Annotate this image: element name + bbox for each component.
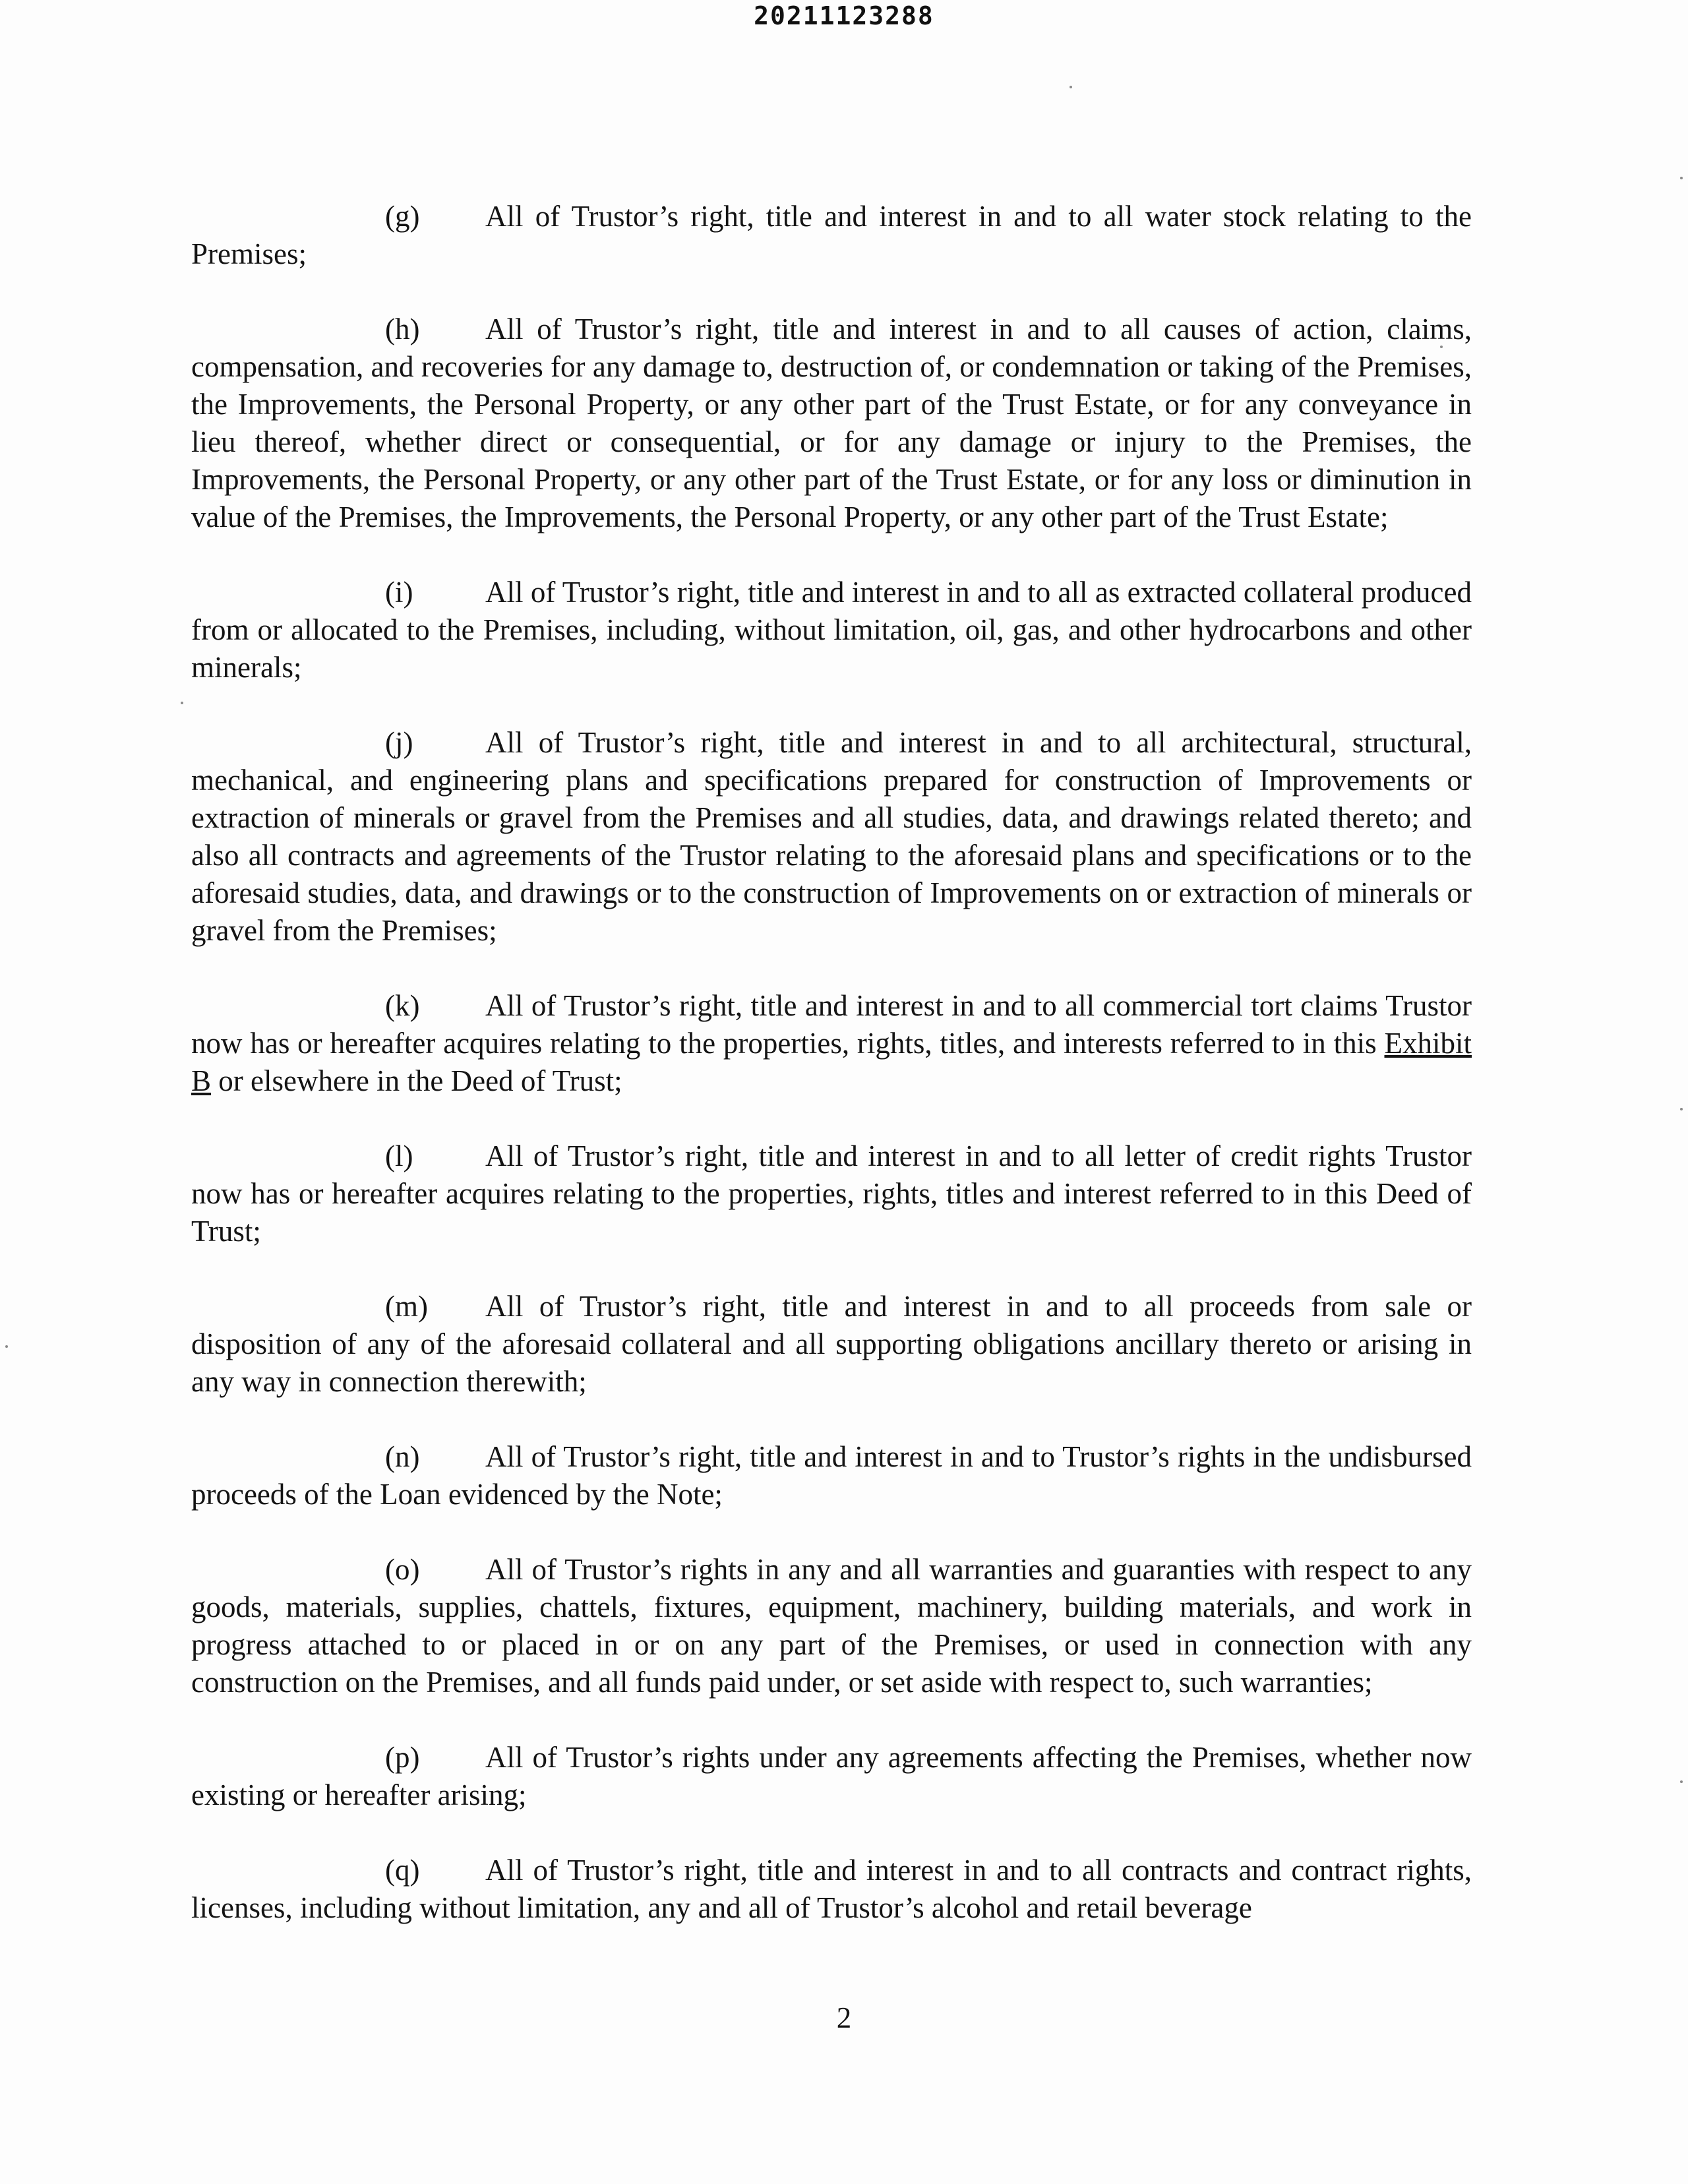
clause-text: All of Trustor’s rights under any agreements affecting the Premises, whether now existing or hereafter arising; (191, 1741, 1472, 1811)
clause-m (191, 1288, 1472, 1401)
clause-label: (j) (385, 726, 413, 759)
exhibit-reference: Exhibit B (191, 1027, 1472, 1097)
clause-text: All of Trustor’s rights in any and all warranties and guaranties with respect to any goods, materials, supplies, chattels, fixtures, equipment, machinery, building materials, and work in progress attached to or placed in or on any part of the Premises, or used in connection with any construction on the Premises, and all funds paid under, or set aside with respect to, such warranties; (191, 1553, 1472, 1699)
clause-label: (k) (385, 989, 420, 1022)
clause-h (191, 311, 1472, 536)
scan-speck (1680, 1780, 1683, 1783)
scan-speck (1680, 177, 1683, 179)
clause-text: All of Trustor’s right, title and interest in and to all causes of action, claims, compensation, and recoveries for any damage to, destruction of, or condemnation or taking of the Premises, the Improvements, the Personal Property, or any other part of the Trust Estate, or for any conveyance in lieu thereof, whether direct or consequential, or for any damage or injury to the Premises, the Improvements, the Personal Property, or any other part of the Trust Estate, or for any loss or diminution in value of the Premises, the Improvements, the Personal Property, or any other part of the Trust Estate; (191, 313, 1472, 533)
document-body (191, 198, 1472, 1927)
scan-speck (1070, 86, 1072, 88)
clause-label: (m) (385, 1290, 428, 1323)
clause-label: (g) (385, 200, 420, 233)
recording-number: 20211123288 (754, 1, 934, 30)
clause-text: All of Trustor’s right, title and interest in and to all commercial tort claims Trustor now has or hereafter acquires relating to the properties, rights, titles, and interests referred to in this (191, 989, 1472, 1060)
scan-speck (5, 1345, 8, 1348)
clause-o (191, 1551, 1472, 1701)
clause-p (191, 1739, 1472, 1814)
clause-label: (n) (385, 1440, 420, 1473)
clause-k (191, 987, 1472, 1100)
clause-q (191, 1852, 1472, 1927)
clause-text: All of Trustor’s right, title and interest in and to all letter of credit rights Trustor now has or hereafter acquires relating to the properties, rights, titles and interest referred to in this Deed of Trust; (191, 1139, 1472, 1248)
scan-speck (1680, 1108, 1683, 1110)
clause-text: All of Trustor’s right, title and interest in and to all water stock relating to the Premises; (191, 200, 1472, 270)
clause-text: All of Trustor’s right, title and interest in and to all contracts and contract rights, licenses, including without limitation, any and all of Trustor’s alcohol and retail beverage (191, 1854, 1472, 1924)
clause-text: or elsewhere in the Deed of Trust; (218, 1064, 622, 1097)
page-number: 2 (836, 2001, 852, 2034)
clause-label: (o) (385, 1553, 420, 1586)
scan-speck (1440, 346, 1443, 348)
scan-speck (181, 702, 183, 704)
clause-g (191, 198, 1472, 273)
clause-label: (h) (385, 313, 420, 346)
clause-label: (i) (385, 576, 413, 609)
clause-label: (q) (385, 1854, 420, 1887)
clause-text: All of Trustor’s right, title and interest in and to all architectural, structural, mechanical, and engineering plans and specifications prepared for construction of Improvements or extraction of minerals or gravel from the Premises and all studies, data, and drawings related thereto; and also all contracts and agreements of the Trustor relating to the aforesaid plans and specifications or to the aforesaid studies, data, and drawings or to the construction of Improvements on or extraction of minerals or gravel from the Premises; (191, 726, 1472, 947)
clause-label: (l) (385, 1139, 413, 1172)
clause-text: All of Trustor’s right, title and interest in and to all proceeds from sale or disposition of any of the aforesaid collateral and all supporting obligations ancillary thereto or arising in any way in connection therewith; (191, 1290, 1472, 1398)
clause-text: All of Trustor’s right, title and interest in and to all as extracted collateral produced from or allocated to the Premises, including, without limitation, oil, gas, and other hydrocarbons and other minerals; (191, 576, 1472, 684)
clause-l (191, 1138, 1472, 1250)
clause-label: (p) (385, 1741, 420, 1774)
clause-i (191, 574, 1472, 686)
clause-n (191, 1438, 1472, 1513)
clause-j (191, 724, 1472, 950)
clause-text: All of Trustor’s right, title and interest in and to Trustor’s rights in the undisbursed proceeds of the Loan evidenced by the Note; (191, 1440, 1472, 1511)
